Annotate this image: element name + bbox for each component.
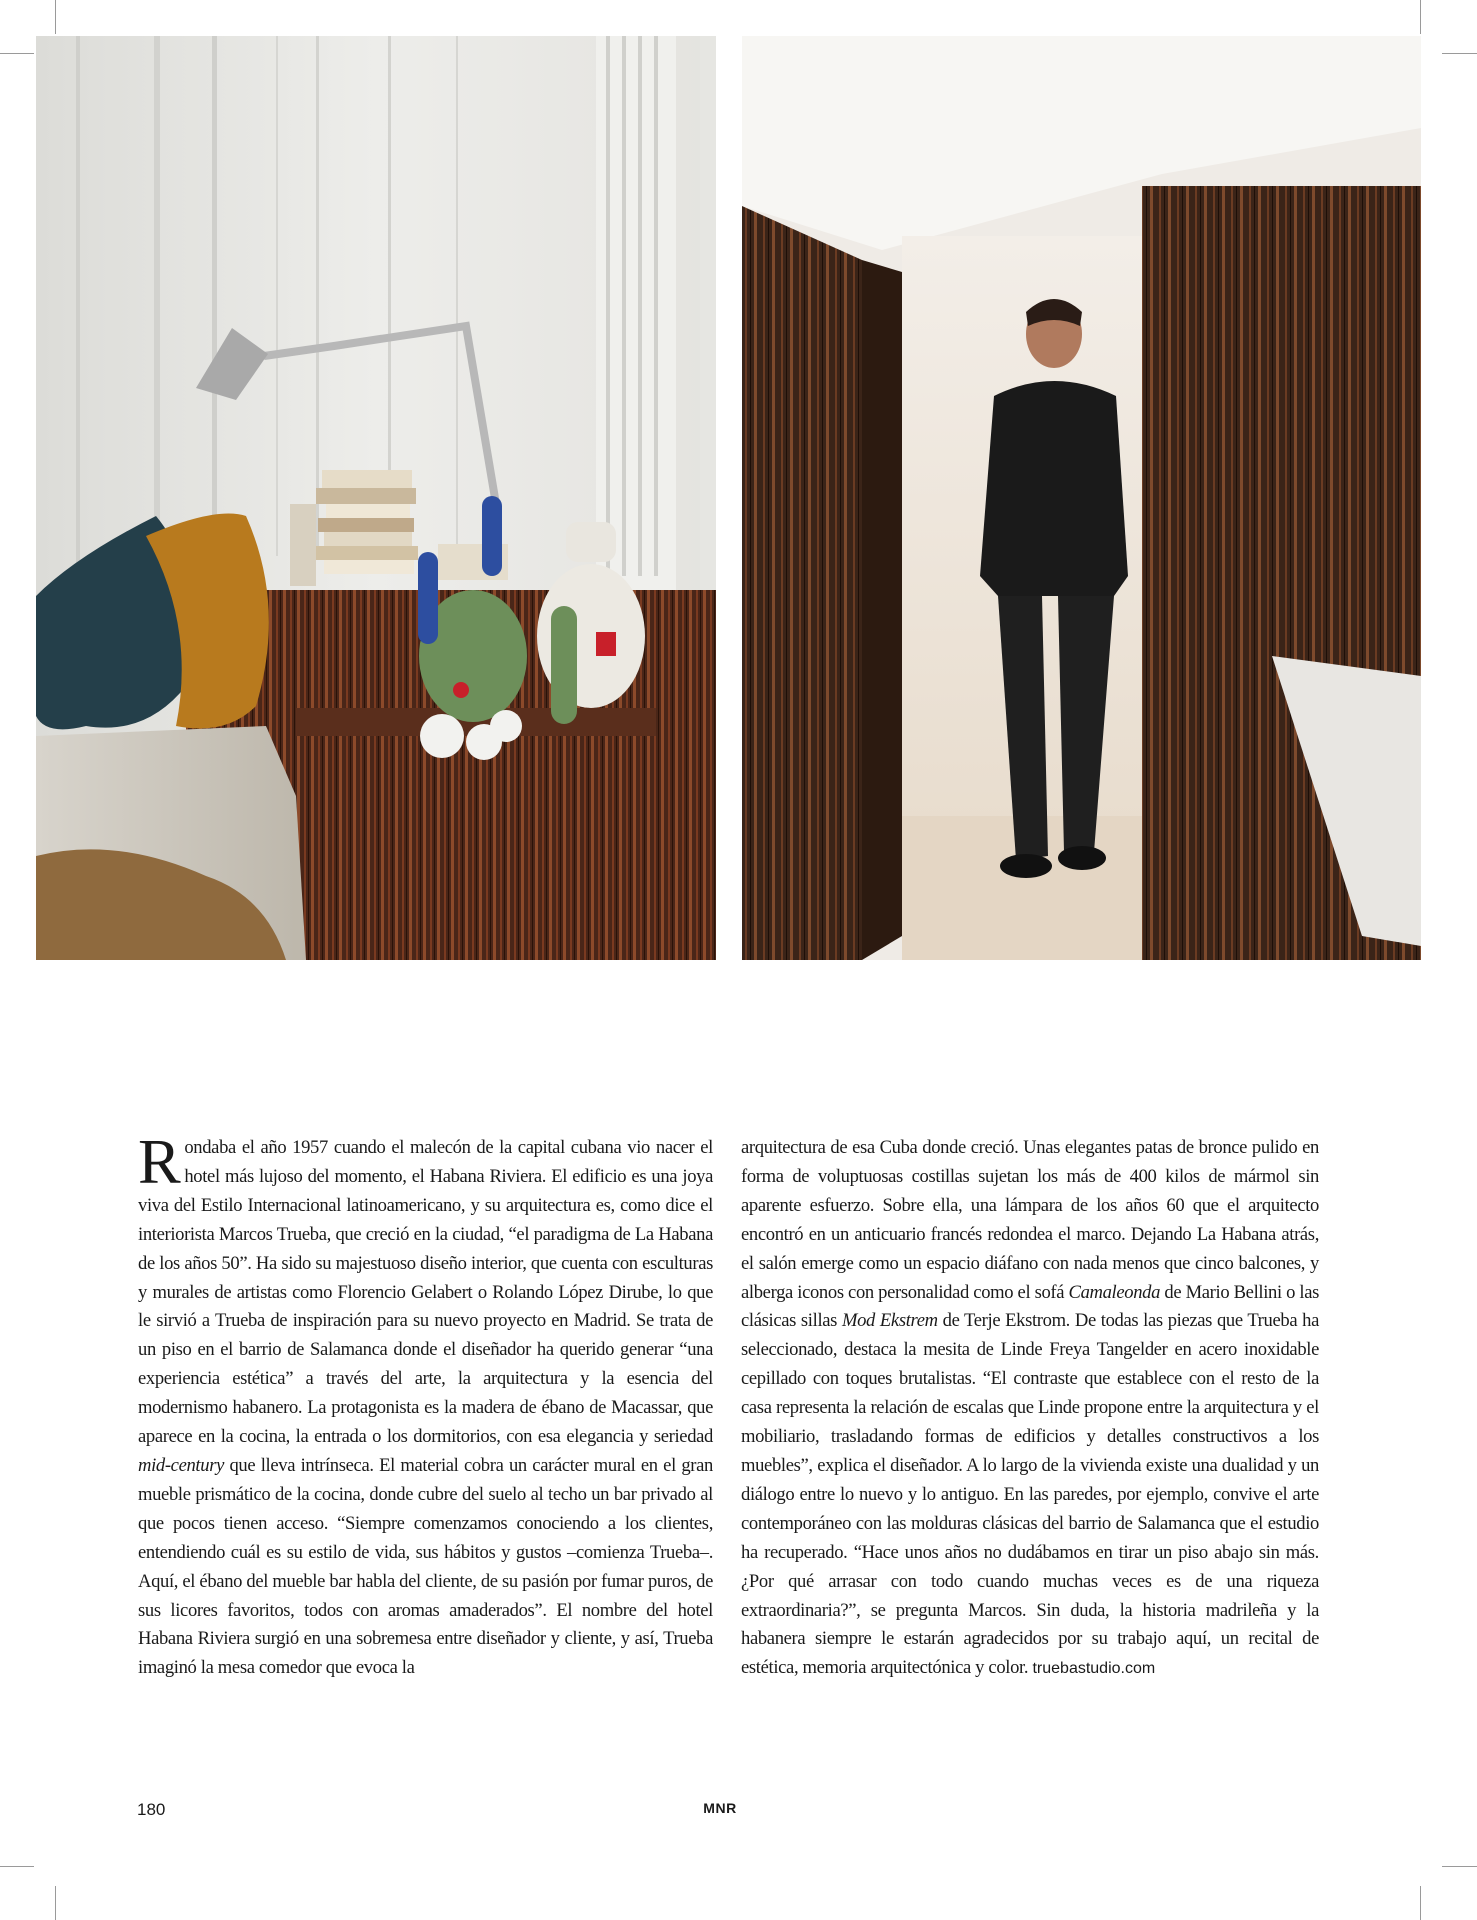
portrait-photo	[742, 36, 1421, 960]
article-italic: mid-century	[138, 1454, 224, 1476]
crop-mark	[0, 53, 34, 54]
article-paragraph	[741, 1134, 1319, 1684]
drop-cap: R	[138, 1126, 181, 1197]
article-text: ondaba el año 1957 cuando el malecón de la capital cubana vio nacer el hotel más lujoso del momento, el Habana Riviera. El edificio es una joya viva del Estilo Internacional latinoamericano, y su arquitectura es, como dice el interiorista Marcos Trueba, que creció en la ciudad, “el paradigma de La Habana de los años 50”. Ha sido su majestuoso diseño interior, que cuenta con esculturas y murales de artistas como Florencio Gelabert o Rolando López Dirube, lo que le sirvió a Trueba de inspiración para su nuevo proyecto en Madrid. Se trata de un piso en el barrio de Salamanca donde el diseñador ha querido generar “una experiencia estética” a través del arte, la arquitectura y la esencia del modernismo habanero. La protagonista es la madera de ébano de Macassar, que aparece en la cocina, la entrada o los dormitorios, con esa elegancia y seriedad	[138, 1137, 713, 1448]
crop-mark	[1442, 1866, 1477, 1867]
website-credit: truebastudio.com	[1032, 1660, 1156, 1678]
article-column-left	[138, 1126, 713, 1683]
article-paragraph	[138, 1126, 713, 1683]
article-column-right	[741, 1134, 1319, 1684]
magazine-name: MNR	[703, 1800, 737, 1816]
article-text: de Terje Ekstrom. De todas las piezas que Trueba ha seleccionado, destaca la mesita de Linde Freya Tangelder en acero inoxidable cepillado con toques brutalistas. “El contraste que establece con el resto de la casa representa la relación de escalas que Linde propone entre la arquitectura y el mobiliario, trasladando formas de edificios y detalles constructivos a los muebles”, explica el diseñador. A lo largo de la vivienda existe una dualidad y un diálogo entre lo nuevo y lo antiguo. En las paredes, por ejemplo, convive el arte contemporáneo con las molduras clásicas del barrio de Salamanca que el estudio ha recuperado. “Hace unos años no dudábamos en tirar un piso abajo sin más. ¿Por qué arrasar con todo cuando muchas veces es de una riqueza extraordinaria?”, se pregunta Marcos. Sin duda, la historia madrileña y la habanera siempre le estarán agradecidos por su trabajo aquí, un recital de estética, memoria arquitectónica y color.	[741, 1310, 1319, 1679]
article-text: arquitectura de esa Cuba donde creció. Unas elegantes patas de bronce pulido en forma de voluptuosas costillas sujetan los más de 400 kilos de mármol sin aparente esfuerzo. Sobre ella, una lámpara de los años 60 que el arquitecto encontró en un anticuario francés redondea el marco. Dejando La Habana atrás, el salón emerge como un espacio diáfano con nada menos que cinco balcones, y alberga iconos con personalidad como el sofá	[741, 1137, 1319, 1303]
bedroom-photo	[36, 36, 716, 960]
crop-mark	[1420, 1886, 1421, 1920]
crop-mark	[1420, 0, 1421, 34]
crop-mark	[1442, 53, 1477, 54]
crop-mark	[0, 1866, 34, 1867]
article-text: de Mario Bellini o las clásicas sillas	[741, 1281, 1319, 1332]
crop-mark	[55, 1886, 56, 1920]
article-text: que lleva intrínseca. El material cobra un carácter mural en el gran mueble prismático de la cocina, donde cubre del suelo al techo un bar privado al que pocos tienen acceso. “Siempre comenzamos conociendo a los clientes, entendiendo cuál es su estilo de vida, sus hábitos y gustos –comienza Trueba–. Aquí, el ébano del mueble bar habla del cliente, de su pasión por fumar puros, de sus licores favoritos, todos con aromas amaderados”. El nombre del hotel Habana Riviera surgió en una sobremesa entre diseñador y cliente, y así, Trueba imaginó la mesa comedor que evoca la	[138, 1454, 713, 1679]
page-number: 180	[137, 1800, 166, 1819]
article-italic: Camaleonda	[1068, 1281, 1161, 1303]
crop-mark	[55, 0, 56, 34]
article-italic: Mod Ekstrem	[841, 1310, 938, 1332]
